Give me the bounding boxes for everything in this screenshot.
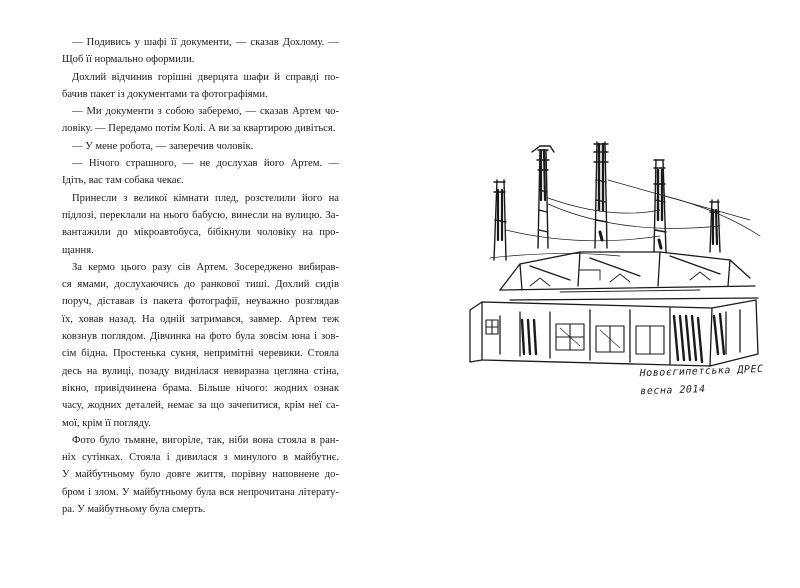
text-line: Дохлий відчинив горішні дверцята шафи й справді по- bbox=[72, 71, 339, 83]
text-line: часу, жодних деталей, немає за що зачепитися, крім неї са- bbox=[62, 400, 339, 412]
right-page bbox=[400, 0, 800, 588]
caption-line-2: весна 2014 bbox=[640, 383, 706, 398]
text-line: Фото було тьмяне, вигоріле, так, ніби вона стояла в ран- bbox=[72, 434, 339, 446]
chimney-3 bbox=[654, 160, 666, 252]
text-line: десь на вулиці, позаду виднілася невиразна цегляна стіна, bbox=[62, 365, 339, 377]
text-line: сім бідна. Простенька сукня, непримітні черевики. Стояла bbox=[62, 348, 339, 360]
text-line: ра. У майбутньому була смерть. bbox=[62, 504, 206, 516]
text-line: — Нічого страшного, — не дослухав його Артем. — bbox=[72, 158, 339, 170]
text-line: ловіку. — Передамо потім Колі. А ви за квартирою дивіться. bbox=[62, 123, 336, 135]
chimney-4 bbox=[494, 180, 506, 260]
text-line: ся ямами, дослухаючись до ранкової тиші. Дохлий сидів bbox=[62, 279, 339, 291]
text-line: щання. bbox=[62, 244, 94, 256]
text-line: мої, крім її погляду. bbox=[62, 417, 151, 429]
text-line: У майбутньому було довге життя, порівну наповнене до- bbox=[62, 469, 339, 481]
windows bbox=[486, 320, 664, 354]
text-column bbox=[62, 34, 339, 518]
text-line: — Ми документи з собою заберемо, — сказав Артем чо- bbox=[72, 106, 339, 118]
text-line: Ідіть, вас там собака чекає. bbox=[62, 175, 184, 187]
text-line: поруч, діставав із пакета фотографії, неуважно розглядав bbox=[62, 296, 339, 308]
text-line: — Подивись у шафі її документи, — сказав Дохлому. — bbox=[72, 37, 339, 48]
roof bbox=[500, 252, 758, 300]
caption-line-1: Новоєгипетська ДРЕС bbox=[639, 363, 764, 380]
text-line: вантажили до мікроавтобуса, бібікнули чоловіку на про- bbox=[62, 227, 339, 239]
text-line: вікно, привідчинена брама. Більше нічого: жодних ознак bbox=[62, 382, 339, 394]
text-line: ковзнув поглядом. Дівчинка на фото була зовсім юна і зов- bbox=[62, 331, 339, 343]
text-line: — У мене робота, — заперечив чоловік. bbox=[72, 140, 254, 152]
sketch-caption bbox=[639, 361, 770, 402]
text-line: підлозі, переклали на нього бабусю, винесли на вулицю. За- bbox=[62, 209, 339, 221]
sketch-drawing bbox=[460, 140, 770, 380]
chimney-1 bbox=[532, 146, 554, 248]
text-line: їх, ховав назад. На одній затримався, завмер. Артем теж bbox=[62, 313, 339, 325]
text-line: бром і злом. У майбутньому була вся непрочитана літерату- bbox=[62, 486, 339, 498]
power-plant-sketch bbox=[460, 140, 770, 380]
text-line: За кермо цього разу сів Артем. Зосереджено вибирав- bbox=[72, 261, 339, 273]
shading bbox=[522, 314, 724, 362]
text-line: Щоб її нормально оформили. bbox=[62, 54, 195, 66]
chimney-2 bbox=[594, 142, 608, 248]
text-line: ніх сутінках. Стояла і дивилася з минулого в майбутнє. bbox=[62, 452, 339, 464]
text-line: Принесли з великої кімнати плед, розстелили його на bbox=[72, 192, 339, 204]
text-line: бачив пакет із документами та фотографіями. bbox=[62, 88, 268, 100]
